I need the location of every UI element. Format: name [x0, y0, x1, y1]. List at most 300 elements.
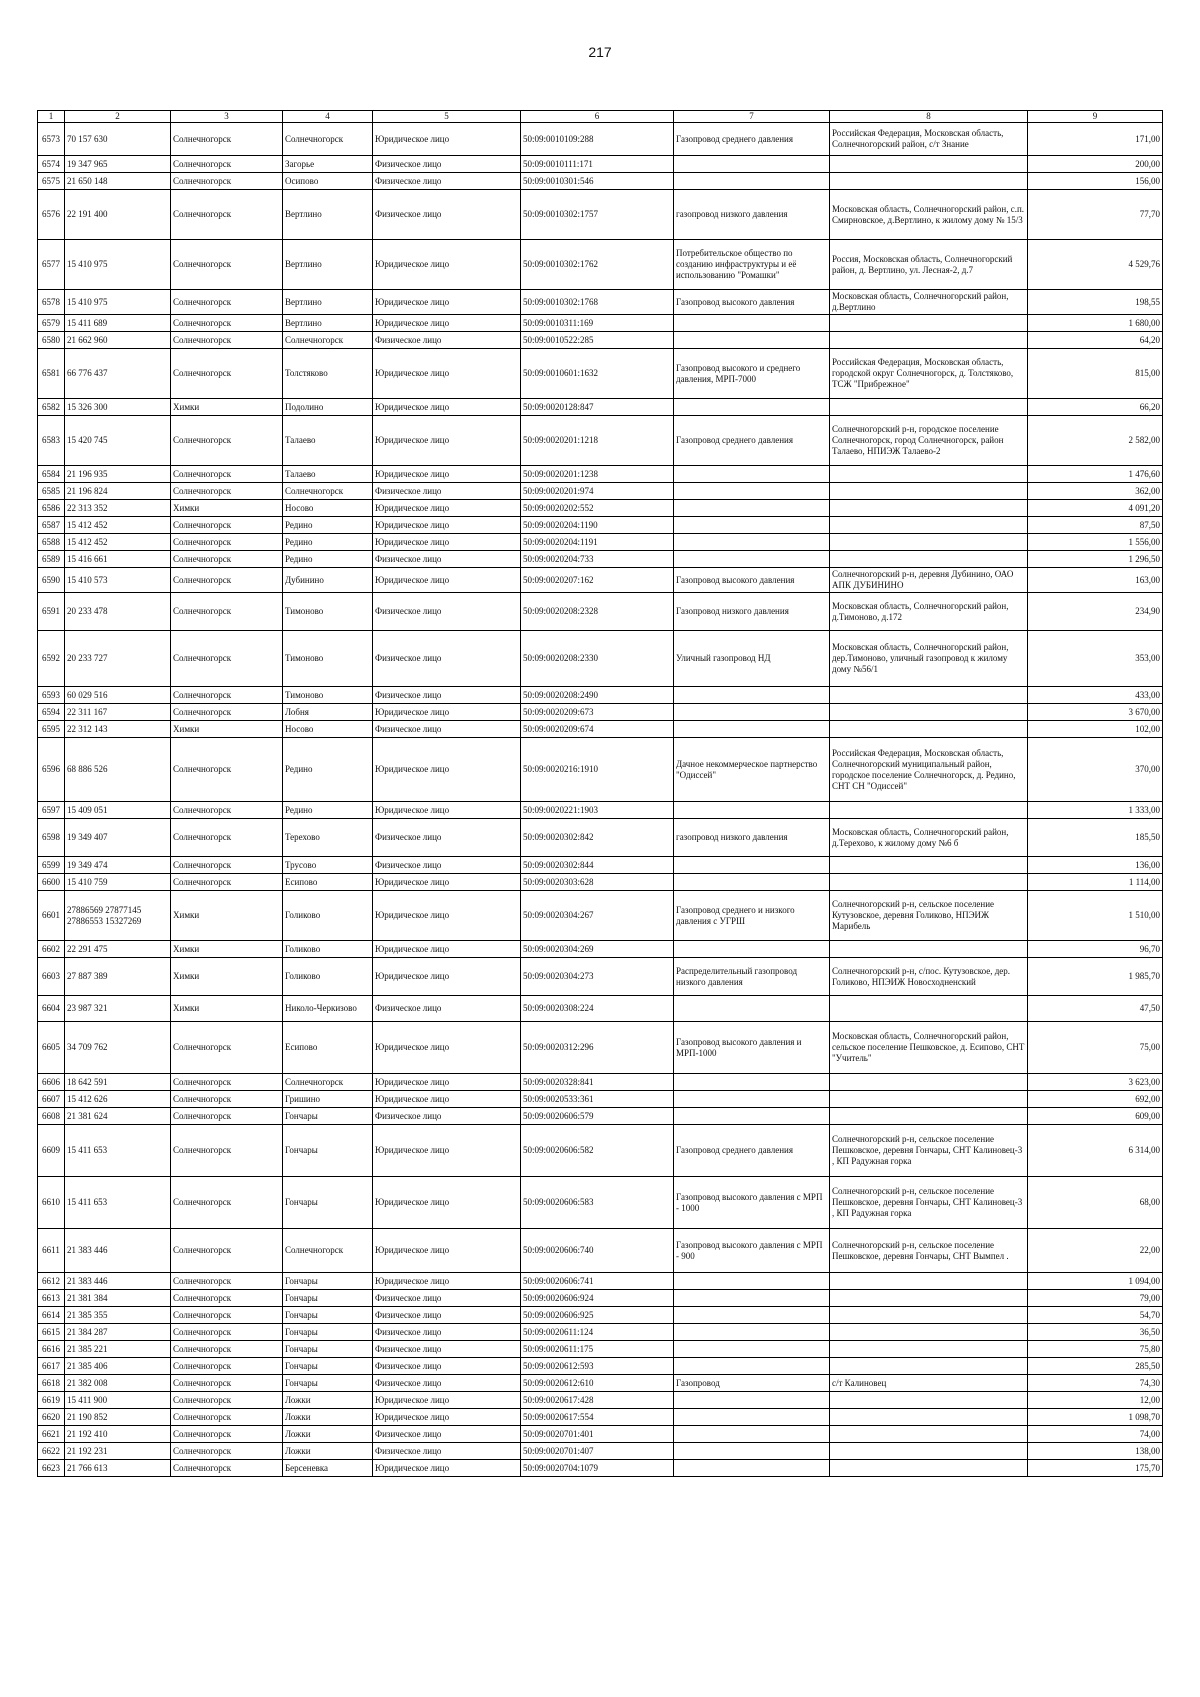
locality-cell: Ложки [283, 1409, 373, 1426]
cadastral-number-cell: 50:09:0020612:593 [521, 1358, 674, 1375]
address-cell [830, 315, 1028, 332]
registry-id-cell: 21 196 935 [65, 466, 171, 483]
address-cell: Солнечногорский р-н, сельское поселение Пешковское, деревня Гончары, СНТ Калиновец-3 , КП Радужная горка [830, 1125, 1028, 1177]
locality-cell: Берсеневка [283, 1460, 373, 1477]
row-number-cell: 6596 [38, 738, 65, 802]
registry-id-cell: 15 410 759 [65, 874, 171, 891]
owner-type-cell: Юридическое лицо [373, 568, 521, 593]
district-cell: Солнечногорск [171, 290, 283, 315]
owner-type-cell: Юридическое лицо [373, 517, 521, 534]
owner-type-cell: Юридическое лицо [373, 315, 521, 332]
row-number-cell: 6618 [38, 1375, 65, 1392]
registry-id-cell: 68 886 526 [65, 738, 171, 802]
value-cell: 2 582,00 [1028, 416, 1163, 466]
cadastral-number-cell: 50:09:0020606:925 [521, 1307, 674, 1324]
table-row [38, 1409, 1163, 1426]
cadastral-number-cell: 50:09:0020209:674 [521, 721, 674, 738]
object-description-cell [674, 1091, 830, 1108]
district-cell: Солнечногорск [171, 156, 283, 173]
district-cell: Солнечногорск [171, 416, 283, 466]
cadastral-number-cell: 50:09:0020209:673 [521, 704, 674, 721]
value-cell: 433,00 [1028, 687, 1163, 704]
table-row [38, 1125, 1163, 1177]
address-cell [830, 483, 1028, 500]
row-number-cell: 6591 [38, 593, 65, 631]
table-row [38, 958, 1163, 996]
address-cell: Солнечногорский р-н, сельское поселение Пешковское, деревня Гончары, СНТ Калиновец-3 , КП Радужная горка [830, 1177, 1028, 1229]
address-cell [830, 551, 1028, 568]
address-cell [830, 874, 1028, 891]
value-cell: 12,00 [1028, 1392, 1163, 1409]
object-description-cell: Дачное некоммерческое партнерство "Одиссей" [674, 738, 830, 802]
table-row [38, 399, 1163, 416]
owner-type-cell: Физическое лицо [373, 721, 521, 738]
value-cell: 54,70 [1028, 1307, 1163, 1324]
table-row [38, 123, 1163, 156]
object-description-cell [674, 1443, 830, 1460]
object-description-cell [674, 483, 830, 500]
table-row [38, 738, 1163, 802]
object-description-cell [674, 1074, 830, 1091]
value-cell: 692,00 [1028, 1091, 1163, 1108]
cadastral-number-cell: 50:09:0020533:361 [521, 1091, 674, 1108]
locality-cell: Солнечногорск [283, 123, 373, 156]
cadastral-number-cell: 50:09:0020128:847 [521, 399, 674, 416]
registry-id-cell: 15 411 653 [65, 1177, 171, 1229]
owner-type-cell: Юридическое лицо [373, 1125, 521, 1177]
registry-id-cell: 22 291 475 [65, 941, 171, 958]
owner-type-cell: Юридическое лицо [373, 1392, 521, 1409]
value-cell: 1 680,00 [1028, 315, 1163, 332]
address-cell: Солнечногорский р-н, с/пос. Кутузовское, дер. Голиково, НПЭИЖ Новосходненский [830, 958, 1028, 996]
district-cell: Солнечногорск [171, 1022, 283, 1074]
address-cell: с/т Калиновец [830, 1375, 1028, 1392]
locality-cell: Голиково [283, 958, 373, 996]
registry-id-cell: 15 420 745 [65, 416, 171, 466]
address-cell [830, 721, 1028, 738]
row-number-cell: 6613 [38, 1290, 65, 1307]
address-cell [830, 1324, 1028, 1341]
table-row [38, 1290, 1163, 1307]
cadastral-number-cell: 50:09:0020201:1218 [521, 416, 674, 466]
object-description-cell: Потребительское общество по созданию инфраструктуры и её использованию "Ромашки" [674, 240, 830, 290]
value-cell: 815,00 [1028, 349, 1163, 399]
district-cell: Солнечногорск [171, 819, 283, 857]
registry-id-cell: 19 347 965 [65, 156, 171, 173]
value-cell: 198,55 [1028, 290, 1163, 315]
table-row [38, 290, 1163, 315]
address-cell: Солнечногорский р-н, сельское поселение Пешковское, деревня Гончары, СНТ Вымпел . [830, 1229, 1028, 1273]
address-cell: Московская область, Солнечногорский район, дер.Тимоново, уличный газопровод к жилому дому №56/1 [830, 631, 1028, 687]
value-cell: 75,80 [1028, 1341, 1163, 1358]
locality-cell: Гончары [283, 1290, 373, 1307]
registry-id-cell: 20 233 478 [65, 593, 171, 631]
address-cell [830, 156, 1028, 173]
address-cell: Московская область, Солнечногорский район, д.Вертлино [830, 290, 1028, 315]
locality-cell: Редино [283, 551, 373, 568]
value-cell: 68,00 [1028, 1177, 1163, 1229]
cadastral-number-cell: 50:09:0020611:124 [521, 1324, 674, 1341]
owner-type-cell: Юридическое лицо [373, 416, 521, 466]
registry-id-cell: 21 190 852 [65, 1409, 171, 1426]
object-description-cell: Распределительный газопровод низкого давления [674, 958, 830, 996]
table-row [38, 483, 1163, 500]
registry-id-cell: 21 192 410 [65, 1426, 171, 1443]
locality-cell: Редино [283, 517, 373, 534]
locality-cell: Гончары [283, 1125, 373, 1177]
locality-cell: Тимоново [283, 687, 373, 704]
registry-id-cell: 21 196 824 [65, 483, 171, 500]
row-number-cell: 6595 [38, 721, 65, 738]
value-cell: 163,00 [1028, 568, 1163, 593]
registry-id-cell: 22 312 143 [65, 721, 171, 738]
registry-table [37, 110, 1163, 1477]
table-row [38, 349, 1163, 399]
registry-id-cell: 21 381 384 [65, 1290, 171, 1307]
registry-id-cell: 34 709 762 [65, 1022, 171, 1074]
locality-cell: Носово [283, 500, 373, 517]
row-number-cell: 6605 [38, 1022, 65, 1074]
object-description-cell [674, 1409, 830, 1426]
cadastral-number-cell: 50:09:0020701:401 [521, 1426, 674, 1443]
cadastral-number-cell: 50:09:0010522:285 [521, 332, 674, 349]
table-row [38, 1074, 1163, 1091]
table-row [38, 315, 1163, 332]
table-row [38, 517, 1163, 534]
row-number-cell: 6589 [38, 551, 65, 568]
owner-type-cell: Физическое лицо [373, 1443, 521, 1460]
registry-id-cell: 21 192 231 [65, 1443, 171, 1460]
row-number-cell: 6580 [38, 332, 65, 349]
column-header: 1 [38, 111, 65, 123]
column-header: 2 [65, 111, 171, 123]
cadastral-number-cell: 50:09:0010109:288 [521, 123, 674, 156]
district-cell: Солнечногорск [171, 534, 283, 551]
value-cell: 156,00 [1028, 173, 1163, 190]
table-row [38, 631, 1163, 687]
address-cell: Солнечногорский р-н, сельское поселение Кутузовское, деревня Голиково, НПЭИЖ Марибель [830, 891, 1028, 941]
row-number-cell: 6612 [38, 1273, 65, 1290]
owner-type-cell: Физическое лицо [373, 819, 521, 857]
value-cell: 3 670,00 [1028, 704, 1163, 721]
registry-id-cell: 15 409 051 [65, 802, 171, 819]
locality-cell: Дубинино [283, 568, 373, 593]
column-header: 4 [283, 111, 373, 123]
value-cell: 74,30 [1028, 1375, 1163, 1392]
row-number-cell: 6606 [38, 1074, 65, 1091]
cadastral-number-cell: 50:09:0020304:269 [521, 941, 674, 958]
locality-cell: Редино [283, 534, 373, 551]
column-header: 6 [521, 111, 674, 123]
value-cell: 285,50 [1028, 1358, 1163, 1375]
object-description-cell [674, 857, 830, 874]
district-cell: Солнечногорск [171, 240, 283, 290]
cadastral-number-cell: 50:09:0020207:162 [521, 568, 674, 593]
column-header: 3 [171, 111, 283, 123]
object-description-cell [674, 534, 830, 551]
object-description-cell [674, 1273, 830, 1290]
district-cell: Химки [171, 941, 283, 958]
district-cell: Солнечногорск [171, 1392, 283, 1409]
address-cell: Российская Федерация, Московская область, Солнечногорский муниципальный район, городское поселение Солнечногорск, д. Редино, СНТ СН "Одиссей" [830, 738, 1028, 802]
owner-type-cell: Юридическое лицо [373, 500, 521, 517]
address-cell [830, 1443, 1028, 1460]
owner-type-cell: Физическое лицо [373, 631, 521, 687]
district-cell: Солнечногорск [171, 466, 283, 483]
district-cell: Солнечногорск [171, 593, 283, 631]
row-number-cell: 6609 [38, 1125, 65, 1177]
registry-id-cell: 27886569 27877145 27886553 15327269 [65, 891, 171, 941]
object-description-cell: Газопровод низкого давления [674, 593, 830, 631]
object-description-cell [674, 1341, 830, 1358]
table-row [38, 568, 1163, 593]
owner-type-cell: Физическое лицо [373, 1341, 521, 1358]
row-number-cell: 6575 [38, 173, 65, 190]
registry-id-cell: 21 766 613 [65, 1460, 171, 1477]
registry-id-cell: 19 349 407 [65, 819, 171, 857]
object-description-cell [674, 315, 830, 332]
locality-cell: Тимоново [283, 593, 373, 631]
value-cell: 1 556,00 [1028, 534, 1163, 551]
registry-id-cell: 21 385 406 [65, 1358, 171, 1375]
value-cell: 171,00 [1028, 123, 1163, 156]
cadastral-number-cell: 50:09:0020701:407 [521, 1443, 674, 1460]
locality-cell: Голиково [283, 891, 373, 941]
cadastral-number-cell: 50:09:0020611:175 [521, 1341, 674, 1358]
owner-type-cell: Физическое лицо [373, 687, 521, 704]
row-number-cell: 6604 [38, 996, 65, 1022]
address-cell: Московская область, Солнечногорский район, с.п. Смирновское, д.Вертлино, к жилому дому № 15/3 [830, 190, 1028, 240]
value-cell: 1 098,70 [1028, 1409, 1163, 1426]
value-cell: 47,50 [1028, 996, 1163, 1022]
cadastral-number-cell: 50:09:0010302:1762 [521, 240, 674, 290]
cadastral-number-cell: 50:09:0020328:841 [521, 1074, 674, 1091]
owner-type-cell: Физическое лицо [373, 996, 521, 1022]
owner-type-cell: Физическое лицо [373, 593, 521, 631]
owner-type-cell: Юридическое лицо [373, 1460, 521, 1477]
table-row [38, 416, 1163, 466]
cadastral-number-cell: 50:09:0010301:546 [521, 173, 674, 190]
address-cell: Россия, Московская область, Солнечногорский район, д. Вертлино, ул. Лесная-2, д.7 [830, 240, 1028, 290]
object-description-cell: Уличный газопровод НД [674, 631, 830, 687]
row-number-cell: 6623 [38, 1460, 65, 1477]
row-number-cell: 6617 [38, 1358, 65, 1375]
locality-cell: Николо-Черкизово [283, 996, 373, 1022]
owner-type-cell: Юридическое лицо [373, 802, 521, 819]
object-description-cell [674, 1426, 830, 1443]
locality-cell: Подолино [283, 399, 373, 416]
owner-type-cell: Юридическое лицо [373, 1022, 521, 1074]
registry-id-cell: 15 410 573 [65, 568, 171, 593]
object-description-cell [674, 173, 830, 190]
locality-cell: Есипово [283, 1022, 373, 1074]
district-cell: Солнечногорск [171, 1358, 283, 1375]
locality-cell: Солнечногорск [283, 483, 373, 500]
table-row [38, 1091, 1163, 1108]
object-description-cell [674, 1307, 830, 1324]
locality-cell: Солнечногорск [283, 1074, 373, 1091]
address-cell: Российская Федерация, Московская область, городской округ Солнечногорск, д. Толстяково, ТСЖ "Прибрежное" [830, 349, 1028, 399]
district-cell: Солнечногорск [171, 802, 283, 819]
object-description-cell: газопровод низкого давления [674, 190, 830, 240]
object-description-cell [674, 1358, 830, 1375]
value-cell: 353,00 [1028, 631, 1163, 687]
value-cell: 22,00 [1028, 1229, 1163, 1273]
registry-id-cell: 21 662 960 [65, 332, 171, 349]
district-cell: Химки [171, 958, 283, 996]
registry-id-cell: 21 385 221 [65, 1341, 171, 1358]
cadastral-number-cell: 50:09:0010302:1757 [521, 190, 674, 240]
registry-id-cell: 18 642 591 [65, 1074, 171, 1091]
table-row [38, 1426, 1163, 1443]
object-description-cell [674, 1392, 830, 1409]
district-cell: Солнечногорск [171, 1091, 283, 1108]
cadastral-number-cell: 50:09:0020204:733 [521, 551, 674, 568]
locality-cell: Толстяково [283, 349, 373, 399]
locality-cell: Есипово [283, 874, 373, 891]
owner-type-cell: Физическое лицо [373, 1375, 521, 1392]
object-description-cell [674, 500, 830, 517]
table-row [38, 500, 1163, 517]
address-cell [830, 466, 1028, 483]
locality-cell: Ложки [283, 1443, 373, 1460]
object-description-cell [674, 996, 830, 1022]
owner-type-cell: Юридическое лицо [373, 399, 521, 416]
locality-cell: Ложки [283, 1392, 373, 1409]
locality-cell: Талаево [283, 466, 373, 483]
owner-type-cell: Юридическое лицо [373, 534, 521, 551]
cadastral-number-cell: 50:09:0020302:842 [521, 819, 674, 857]
table-row [38, 1273, 1163, 1290]
locality-cell: Ложки [283, 1426, 373, 1443]
row-number-cell: 6590 [38, 568, 65, 593]
object-description-cell [674, 941, 830, 958]
value-cell: 370,00 [1028, 738, 1163, 802]
object-description-cell: Газопровод среднего и низкого давления с УГРШ [674, 891, 830, 941]
locality-cell: Редино [283, 738, 373, 802]
address-cell [830, 1273, 1028, 1290]
table-row [38, 1022, 1163, 1074]
district-cell: Солнечногорск [171, 1324, 283, 1341]
address-cell: Солнечногорский р-н, городское поселение Солнечногорск, город Солнечногорск, район Талаево, НПИЭЖ Талаево-2 [830, 416, 1028, 466]
row-number-cell: 6614 [38, 1307, 65, 1324]
locality-cell: Голиково [283, 941, 373, 958]
table-row [38, 891, 1163, 941]
registry-id-cell: 60 029 516 [65, 687, 171, 704]
value-cell: 136,00 [1028, 857, 1163, 874]
cadastral-number-cell: 50:09:0020606:582 [521, 1125, 674, 1177]
cadastral-number-cell: 50:09:0020216:1910 [521, 738, 674, 802]
table-row [38, 332, 1163, 349]
address-cell [830, 500, 1028, 517]
district-cell: Солнечногорск [171, 687, 283, 704]
owner-type-cell: Физическое лицо [373, 332, 521, 349]
object-description-cell: Газопровод среднего давления [674, 123, 830, 156]
row-number-cell: 6593 [38, 687, 65, 704]
district-cell: Солнечногорск [171, 1426, 283, 1443]
district-cell: Солнечногорск [171, 1229, 283, 1273]
row-number-cell: 6577 [38, 240, 65, 290]
row-number-cell: 6622 [38, 1443, 65, 1460]
address-cell [830, 399, 1028, 416]
registry-id-cell: 15 326 300 [65, 399, 171, 416]
table-row [38, 1375, 1163, 1392]
owner-type-cell: Юридическое лицо [373, 1409, 521, 1426]
district-cell: Солнечногорск [171, 1108, 283, 1125]
value-cell: 1 114,00 [1028, 874, 1163, 891]
registry-id-cell: 15 411 900 [65, 1392, 171, 1409]
cadastral-number-cell: 50:09:0020201:1238 [521, 466, 674, 483]
table-row [38, 1443, 1163, 1460]
registry-id-cell: 15 410 975 [65, 240, 171, 290]
table-row [38, 704, 1163, 721]
object-description-cell [674, 399, 830, 416]
row-number-cell: 6573 [38, 123, 65, 156]
owner-type-cell: Юридическое лицо [373, 891, 521, 941]
locality-cell: Лобня [283, 704, 373, 721]
owner-type-cell: Юридическое лицо [373, 1091, 521, 1108]
row-number-cell: 6578 [38, 290, 65, 315]
locality-cell: Вертлино [283, 240, 373, 290]
registry-id-cell: 21 383 446 [65, 1273, 171, 1290]
district-cell: Химки [171, 721, 283, 738]
value-cell: 200,00 [1028, 156, 1163, 173]
object-description-cell: Газопровод [674, 1375, 830, 1392]
owner-type-cell: Юридическое лицо [373, 1074, 521, 1091]
row-number-cell: 6603 [38, 958, 65, 996]
value-cell: 1 985,70 [1028, 958, 1163, 996]
address-cell: Московская область, Солнечногорский район, д.Терехово, к жилому дому №6 б [830, 819, 1028, 857]
value-cell: 609,00 [1028, 1108, 1163, 1125]
registry-id-cell: 15 412 452 [65, 534, 171, 551]
owner-type-cell: Физическое лицо [373, 1426, 521, 1443]
locality-cell: Гришино [283, 1091, 373, 1108]
address-cell [830, 173, 1028, 190]
district-cell: Солнечногорск [171, 1074, 283, 1091]
value-cell: 234,90 [1028, 593, 1163, 631]
locality-cell: Вертлино [283, 315, 373, 332]
address-cell: Российская Федерация, Московская область, Солнечногорский район, с/т Знание [830, 123, 1028, 156]
object-description-cell [674, 466, 830, 483]
registry-id-cell: 15 411 689 [65, 315, 171, 332]
cadastral-number-cell: 50:09:0020204:1191 [521, 534, 674, 551]
district-cell: Солнечногорск [171, 1273, 283, 1290]
address-cell [830, 1460, 1028, 1477]
owner-type-cell: Юридическое лицо [373, 1229, 521, 1273]
value-cell: 1 476,60 [1028, 466, 1163, 483]
cadastral-number-cell: 50:09:0020208:2330 [521, 631, 674, 687]
registry-id-cell: 21 383 446 [65, 1229, 171, 1273]
district-cell: Солнечногорск [171, 1443, 283, 1460]
registry-id-cell: 22 191 400 [65, 190, 171, 240]
owner-type-cell: Юридическое лицо [373, 349, 521, 399]
registry-id-cell: 15 416 661 [65, 551, 171, 568]
owner-type-cell: Физическое лицо [373, 1358, 521, 1375]
row-number-cell: 6600 [38, 874, 65, 891]
address-cell [830, 1392, 1028, 1409]
registry-id-cell: 15 411 653 [65, 1125, 171, 1177]
table-row [38, 1324, 1163, 1341]
table-row [38, 874, 1163, 891]
column-header: 5 [373, 111, 521, 123]
cadastral-number-cell: 50:09:0020606:740 [521, 1229, 674, 1273]
registry-id-cell: 22 313 352 [65, 500, 171, 517]
district-cell: Солнечногорск [171, 568, 283, 593]
district-cell: Солнечногорск [171, 1460, 283, 1477]
column-header: 9 [1028, 111, 1163, 123]
registry-id-cell: 19 349 474 [65, 857, 171, 874]
address-cell [830, 1426, 1028, 1443]
